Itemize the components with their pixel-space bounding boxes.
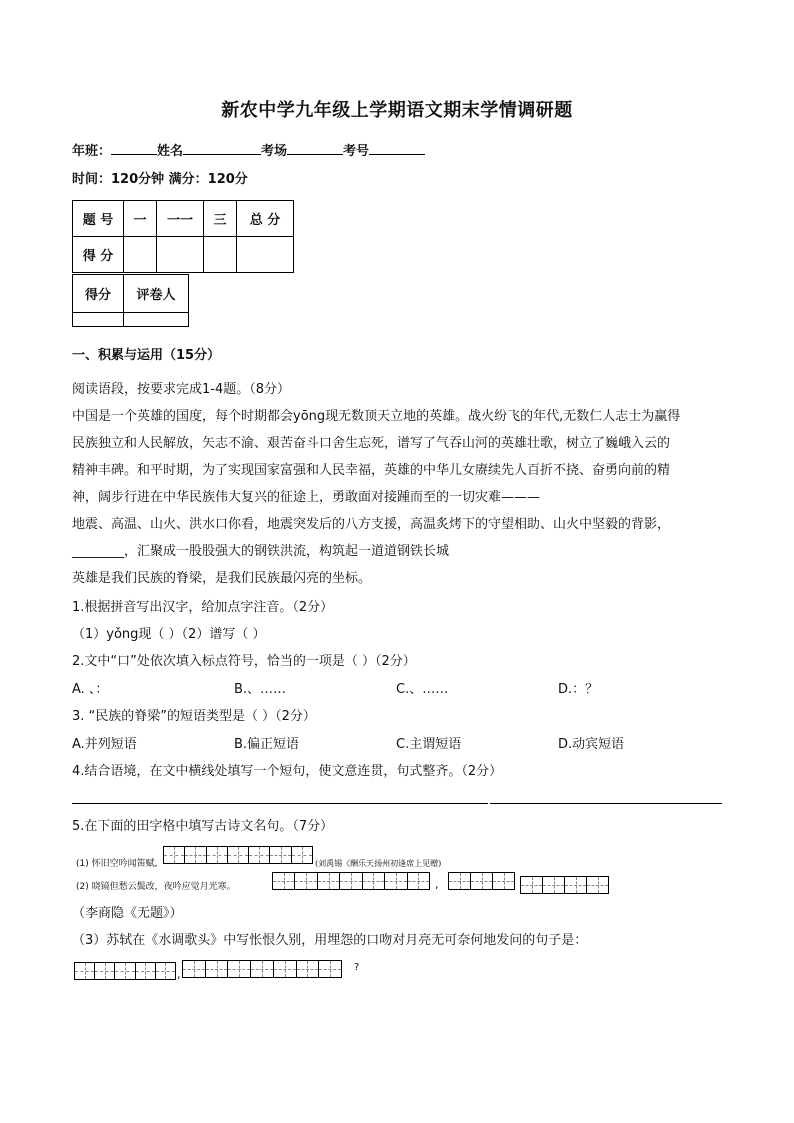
- reading-passage: [72, 403, 722, 592]
- time-line: 时间：120分钟 满分：120分: [72, 172, 248, 187]
- score-header-cell: 一一: [157, 201, 204, 237]
- tianzige-grid[interactable]: [74, 962, 176, 980]
- answer-line[interactable]: [490, 803, 722, 804]
- question-1-sub: （1）yǒng现（ ）（2）谱写（ ）: [72, 627, 266, 642]
- reading-instruction: 阅读语段，按要求完成1-4题。（8分）: [72, 382, 291, 397]
- section-heading: 一、积累与运用（15分）: [72, 348, 221, 363]
- score-header-cell: 一: [124, 201, 157, 237]
- score-header-cell: 三: [204, 201, 237, 237]
- option-a[interactable]: A. 、：: [72, 682, 109, 697]
- tianzige-grid[interactable]: [272, 872, 430, 890]
- tianzige-grid[interactable]: [448, 872, 515, 890]
- poem-item-2-prefix: (2) 晓镜但愁云鬓改，夜吟应觉月光寒。: [76, 882, 236, 892]
- option-c[interactable]: C.主谓短语: [396, 737, 462, 752]
- number-label: 考号: [343, 144, 370, 159]
- score-row-label: 得 分: [73, 237, 124, 273]
- grader-name-cell[interactable]: [124, 313, 189, 327]
- poem-item-1-prefix: (1) 怀旧空吟闻笛赋,: [76, 859, 158, 869]
- room-blank[interactable]: [287, 140, 343, 155]
- poem-item-1-source: (刘禹锡《酬乐天扬州初逢席上见赠): [315, 859, 442, 868]
- passage-line: 神，阔步行进在中华民族伟大复兴的征途上，勇敢面对接踵而至的一切灾难———: [72, 490, 541, 505]
- score-cell[interactable]: [204, 237, 237, 273]
- score-cell[interactable]: [124, 237, 157, 273]
- score-cell[interactable]: [237, 237, 294, 273]
- poem-comma: ,: [435, 878, 439, 891]
- poem-question-mark: ?: [354, 962, 360, 973]
- poem-comma: ,: [177, 968, 181, 981]
- tianzige-grid[interactable]: [163, 846, 313, 864]
- grade-blank[interactable]: [111, 140, 157, 155]
- grade-label: 年班：: [72, 144, 112, 159]
- grader-name-label: 评卷人: [124, 275, 189, 313]
- option-b[interactable]: B.、……: [234, 682, 287, 697]
- grader-table: [72, 274, 189, 327]
- question-5: 5.在下面的田字格中填写古诗文名句。（7分）: [72, 819, 334, 834]
- room-label: 考场: [261, 144, 288, 159]
- option-d[interactable]: D.动宾短语: [558, 737, 625, 752]
- question-4: 4.结合语境，在文中横线处填写一个短句，使文意连贯，句式整齐。（2分）: [72, 764, 503, 779]
- score-header-cell: 总 分: [237, 201, 294, 237]
- grader-score-label: 得分: [73, 275, 124, 313]
- question-3: 3. “民族的脊梁”的短语类型是（ ）（2分）: [72, 709, 316, 724]
- poem-item-2-source: （李商隐《无题》）: [72, 906, 183, 921]
- passage-line: 英雄是我们民族的脊梁，是我们民族最闪亮的坐标。: [72, 571, 372, 586]
- option-a[interactable]: A.并列短语: [72, 737, 137, 752]
- score-header-cell: 题 号: [73, 201, 124, 237]
- passage-line: 民族独立和人民解放，矢志不渝、艰苦奋斗口舍生忘死，谱写了气吞山河的英雄壮歌，树立了巍峨入云的: [72, 436, 671, 451]
- passage-line: 地震、高温、山火、洪水口你看，地震突发后的八方支援，高温炙烤下的守望相助、山火中坚毅的背影，: [72, 517, 671, 532]
- question-2: 2.文中“口”处依次填入标点符号，恰当的一项是（ ）（2分）: [72, 654, 416, 669]
- score-cell[interactable]: [157, 237, 204, 273]
- option-c[interactable]: C.、……: [396, 682, 449, 697]
- option-b[interactable]: B.偏正短语: [234, 737, 300, 752]
- question-1: 1.根据拼音写出汉字，给加点字注音。（2分）: [72, 600, 334, 615]
- passage-line: ________，汇聚成一股股强大的钢铁洪流，构筑起一道道钢铁长城: [72, 544, 450, 559]
- passage-line: 中国是一个英雄的国度，每个时期都会yōng现无数顶天立地的英雄。战火纷飞的年代,无数仁人志士为赢得: [72, 409, 681, 424]
- name-blank[interactable]: [183, 140, 261, 155]
- name-label: 姓名: [157, 144, 184, 159]
- tianzige-grid[interactable]: [182, 960, 342, 978]
- answer-line[interactable]: [72, 803, 488, 804]
- poem-item-3: （3）苏轼在《水调歌头》中写怅恨久别，用埋怨的口吻对月亮无可奈何地发问的句子是：: [72, 933, 588, 948]
- page-title: 新农中学九年级上学期语文期末学情调研题: [221, 100, 573, 121]
- number-blank[interactable]: [369, 140, 425, 155]
- grader-score-cell[interactable]: [73, 313, 124, 327]
- tianzige-grid[interactable]: [520, 876, 609, 894]
- passage-line: 精神丰碑。和平时期，为了实现国家富强和人民幸福，英雄的中华儿女赓续先人百折不挠、奋勇向前的精: [72, 463, 671, 478]
- student-info-line: [72, 140, 425, 161]
- option-d[interactable]: D.：？: [558, 682, 599, 697]
- score-table: [72, 200, 294, 273]
